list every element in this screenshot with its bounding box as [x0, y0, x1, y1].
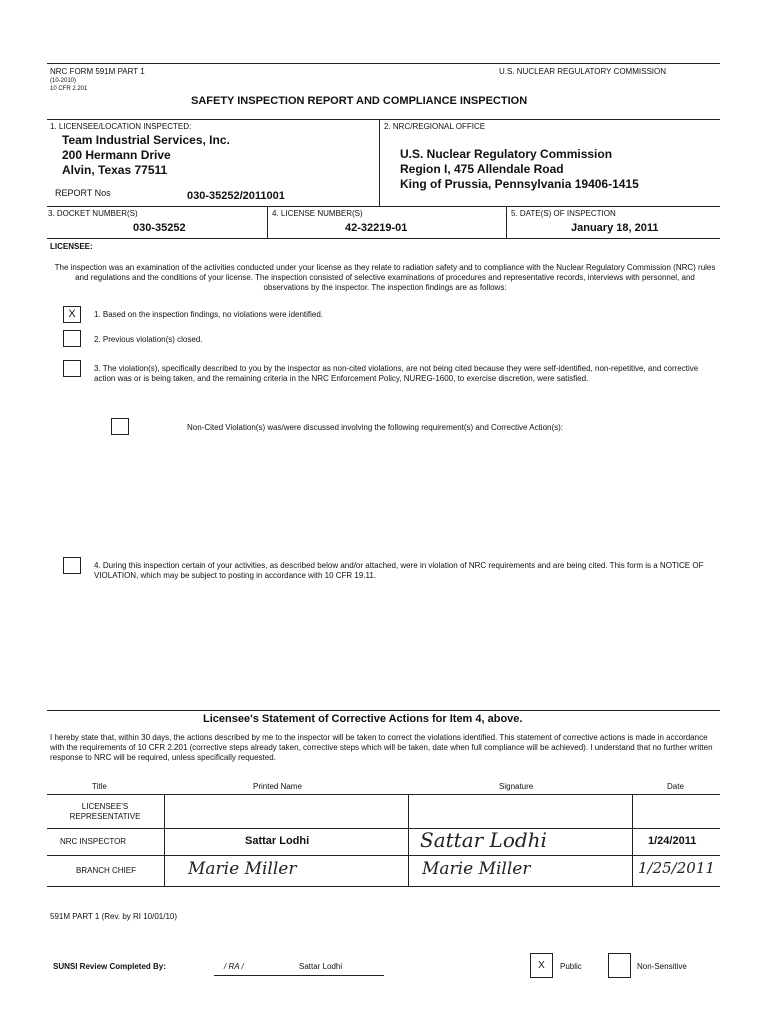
docket-number: 030-35252 — [133, 222, 186, 234]
statement-text: I hereby state that, within 30 days, the actions described by me to the inspector will be taken to correct the violations identified. This statement of corrective actions is made in accordance with the requirements of 10 CFR 2.201 (corrective steps already taken, corrective steps which will be taken, date when full compliance will be achieved). I understand that no further written response to NRC will be required, unless specifically requested. — [50, 733, 713, 762]
inspection-intro: The inspection was an examination of the activities conducted under your license as they relate to radiation safety and to compliance with the Nuclear Regulatory Commission (NRC) rules and regulations and the conditions of your license. The inspection consisted of selective examinations of procedures and representative records, interviews with personnel, and observations by the inspector. The inspection findings are as follows: — [54, 263, 716, 292]
row-title-licensee-rep: LICENSEE'S REPRESENTATIVE — [69, 802, 141, 821]
nonsensitive-checkbox[interactable] — [608, 953, 631, 978]
table-row-rule-2 — [47, 855, 720, 856]
item4-text: 4. During this inspection certain of your activities, as described below and/or attached, were in violation of NRC requirements and are being cited. This form is a NOTICE OF VIOLATION, which may be subject to posting in accordance with 10 CFR 19.11. — [94, 561, 704, 580]
cfr-ref: 10 CFR 2.201 — [50, 86, 88, 92]
public-checkbox[interactable]: X — [530, 953, 553, 978]
license-number: 42-32219-01 — [345, 222, 408, 234]
statement-title: Licensee's Statement of Corrective Actions for Item 4, above. — [203, 713, 523, 725]
row-date-branch-chief: 1/25/2011 — [638, 859, 715, 877]
row3-bottom-rule — [47, 238, 720, 239]
table-top-rule — [47, 794, 720, 795]
item3-text: 3. The violation(s), specifically described to you by the inspector as non-cited violations, are not being cited because they were self-identified, non-repetitive, and corrective action was or is being taken, and the remaining criteria in the NRC Enforcement Policy, NUREG-1600, to exercise discretion, were satisfied. — [94, 364, 699, 383]
sunsi-reviewer: Sattar Lodhi — [299, 962, 343, 971]
row-title-branch-chief: BRANCH CHIEF — [76, 866, 137, 875]
report-number: 030-35252/2011001 — [187, 190, 285, 202]
item2-checkbox[interactable] — [63, 330, 81, 347]
licensee-address-1: 200 Hermann Drive — [62, 148, 171, 162]
form-id: NRC FORM 591M PART 1 — [50, 67, 145, 76]
sunsi-ra: / RA / — [224, 962, 244, 971]
inspection-date-label: 5. DATE(S) OF INSPECTION — [511, 209, 616, 218]
col-header-name: Printed Name — [253, 782, 302, 791]
section1-label: 1. LICENSEE/LOCATION INSPECTED: — [50, 122, 192, 131]
item3-checkbox[interactable] — [63, 360, 81, 377]
table-col-divider-3 — [632, 794, 633, 886]
ncv-checkbox[interactable] — [111, 418, 129, 435]
report-label: REPORT Nos — [55, 188, 111, 198]
row3-divider-1 — [267, 206, 268, 238]
regional-office-2: Region I, 475 Allendale Road — [400, 162, 564, 176]
item1-text: 1. Based on the inspection findings, no violations were identified. — [94, 310, 324, 319]
nonsensitive-label: Non-Sensitive — [637, 962, 687, 971]
sunsi-label: SUNSI Review Completed By: — [53, 962, 166, 971]
table-row-rule-1 — [47, 828, 720, 829]
regional-office-3: King of Prussia, Pennsylvania 19406-1415 — [400, 177, 639, 191]
ncv-text: Non-Cited Violation(s) was/were discussed involving the following requirement(s) and Corrective Action(s): — [187, 423, 564, 432]
row-name-inspector: Sattar Lodhi — [245, 835, 310, 847]
form-date: (10-2010) — [50, 78, 77, 84]
licensee-name: Team Industrial Services, Inc. — [62, 133, 230, 147]
regional-office-1: U.S. Nuclear Regulatory Commission — [400, 147, 613, 161]
statement-top-rule — [47, 710, 720, 711]
row-signature-branch-chief: Marie Miller — [422, 859, 531, 879]
docket-label: 3. DOCKET NUMBER(S) — [48, 209, 138, 218]
col-header-title: Title — [92, 782, 107, 791]
row3-top-rule — [47, 206, 720, 207]
col-header-date: Date — [667, 782, 684, 791]
top-rule — [47, 63, 720, 64]
sunsi-underline — [214, 975, 384, 976]
row3-divider-2 — [506, 206, 507, 238]
col-header-signature: Signature — [499, 782, 534, 791]
form-title: SAFETY INSPECTION REPORT AND COMPLIANCE INSPECTION — [191, 95, 528, 107]
form-revision: 591M PART 1 (Rev. by RI 10/01/10) — [50, 912, 178, 921]
section-divider — [379, 119, 380, 206]
row-title-inspector: NRC INSPECTOR — [60, 837, 127, 846]
table-col-divider-2 — [408, 794, 409, 886]
title-rule — [47, 119, 720, 120]
public-label: Public — [560, 962, 582, 971]
item4-checkbox[interactable] — [63, 557, 81, 574]
row-name-branch-chief: Marie Miller — [188, 859, 297, 879]
item2-text: 2. Previous violation(s) closed. — [94, 335, 203, 344]
inspection-date: January 18, 2011 — [571, 222, 659, 234]
item1-checkbox[interactable]: X — [63, 306, 81, 323]
licensee-heading: LICENSEE: — [50, 242, 93, 251]
row-date-inspector: 1/24/2011 — [648, 835, 697, 847]
table-bottom-rule — [47, 886, 720, 887]
agency-name: U.S. NUCLEAR REGULATORY COMMISSION — [499, 67, 666, 76]
licensee-address-2: Alvin, Texas 77511 — [62, 163, 168, 177]
license-label: 4. LICENSE NUMBER(S) — [272, 209, 363, 218]
section2-label: 2. NRC/REGIONAL OFFICE — [384, 122, 486, 131]
row-signature-inspector: Sattar Lodhi — [420, 828, 547, 852]
table-col-divider-1 — [164, 794, 165, 886]
